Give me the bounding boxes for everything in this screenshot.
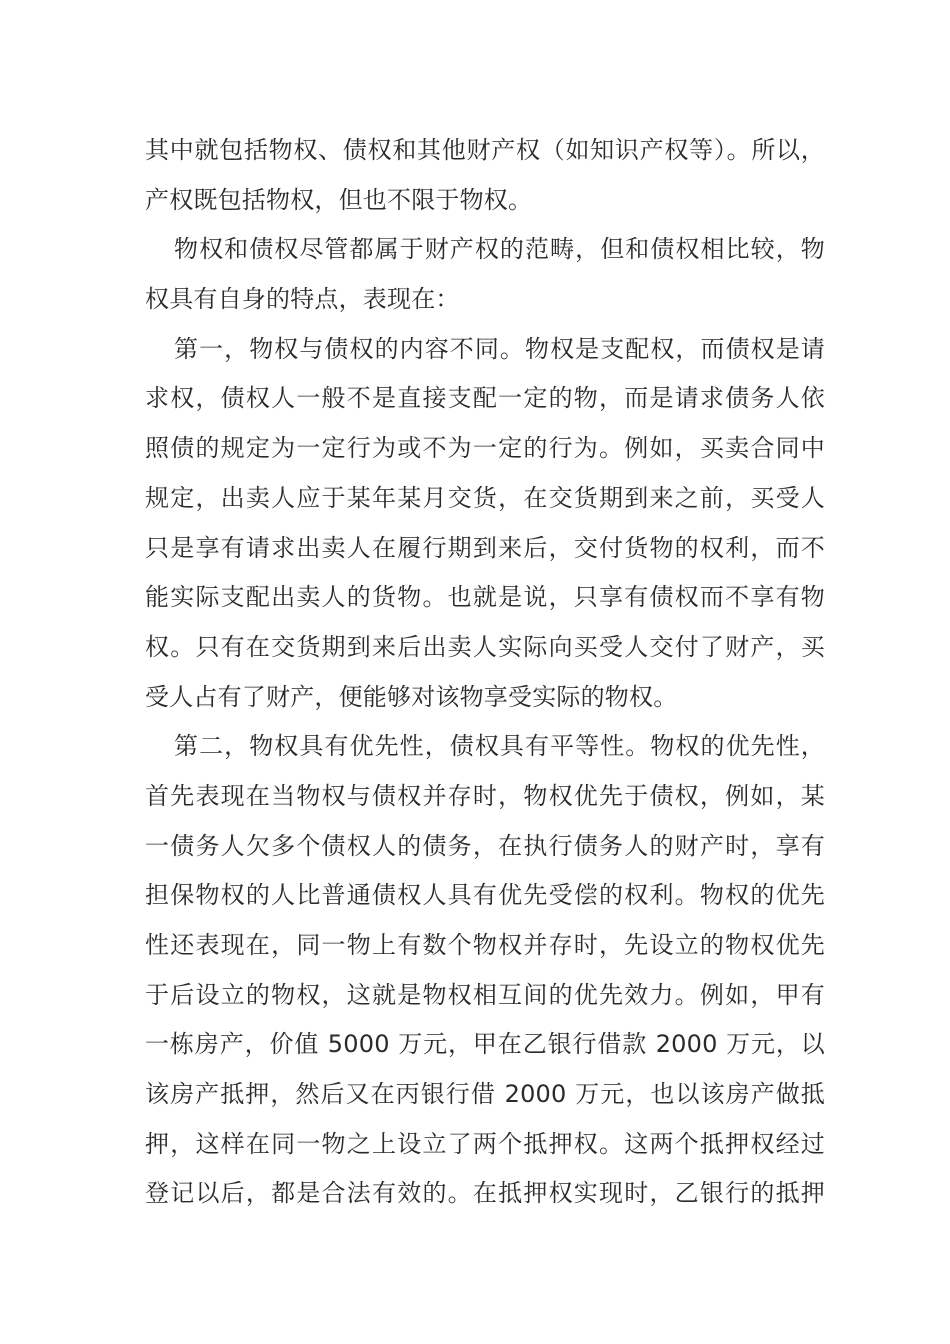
paragraph-start-line: 第二，物权具有优先性，债权具有平等性。物权的优先性，: [174, 732, 825, 761]
text-line: 登记以后，都是合法有效的。在抵押权实现时，乙银行的抵押: [145, 1179, 825, 1208]
text-line: 其中就包括物权、债权和其他财产权（如知识产权等）。所以，: [145, 136, 825, 164]
text-line: 权具有自身的特点，表现在：: [145, 285, 460, 314]
paragraph-start-line: 第一，物权与债权的内容不同。物权是支配权，而债权是请: [174, 334, 825, 363]
text-line: 担保物权的人比普通债权人具有优先受偿的权利。物权的优先: [145, 881, 825, 910]
text-line: 于后设立的物权，这就是物权相互间的优先效力。例如，甲有: [145, 980, 825, 1009]
document-body: [145, 126, 825, 1219]
text-line: 首先表现在当物权与债权并存时，物权优先于债权，例如，某: [145, 781, 825, 810]
text-line: 权。只有在交货期到来后出卖人实际向买受人交付了财产，买: [145, 632, 825, 661]
text-line: 受人占有了财产，便能够对该物享受实际的物权。: [145, 682, 678, 711]
text-line: 性还表现在，同一物上有数个物权并存时，先设立的物权优先: [145, 931, 825, 959]
paragraph-start-line: 物权和债权尽管都属于财产权的范畴，但和债权相比较，物: [174, 235, 825, 264]
text-line: 押，这样在同一物之上设立了两个抵押权。这两个抵押权经过: [145, 1129, 825, 1158]
text-line: 规定，出卖人应于某年某月交货，在交货期到来之前，买受人: [145, 483, 825, 512]
text-line: 只是享有请求出卖人在履行期到来后，交付货物的权利，而不: [145, 533, 825, 562]
text-line: 产权既包括物权，但也不限于物权。: [145, 185, 533, 214]
text-line: 一栋房产，价值 5000 万元，甲在乙银行借款 2000 万元，以: [145, 1030, 825, 1059]
text-line: 能实际支配出卖人的货物。也就是说，只享有债权而不享有物: [145, 583, 825, 612]
text-line: 该房产抵押，然后又在丙银行借 2000 万元，也以该房产做抵: [145, 1080, 825, 1109]
text-line: 求权，债权人一般不是直接支配一定的物，而是请求债务人依: [145, 384, 825, 413]
text-line: 照债的规定为一定行为或不为一定的行为。例如，买卖合同中: [145, 434, 825, 463]
text-line: 一债务人欠多个债权人的债务，在执行债务人的财产时，享有: [145, 831, 825, 860]
